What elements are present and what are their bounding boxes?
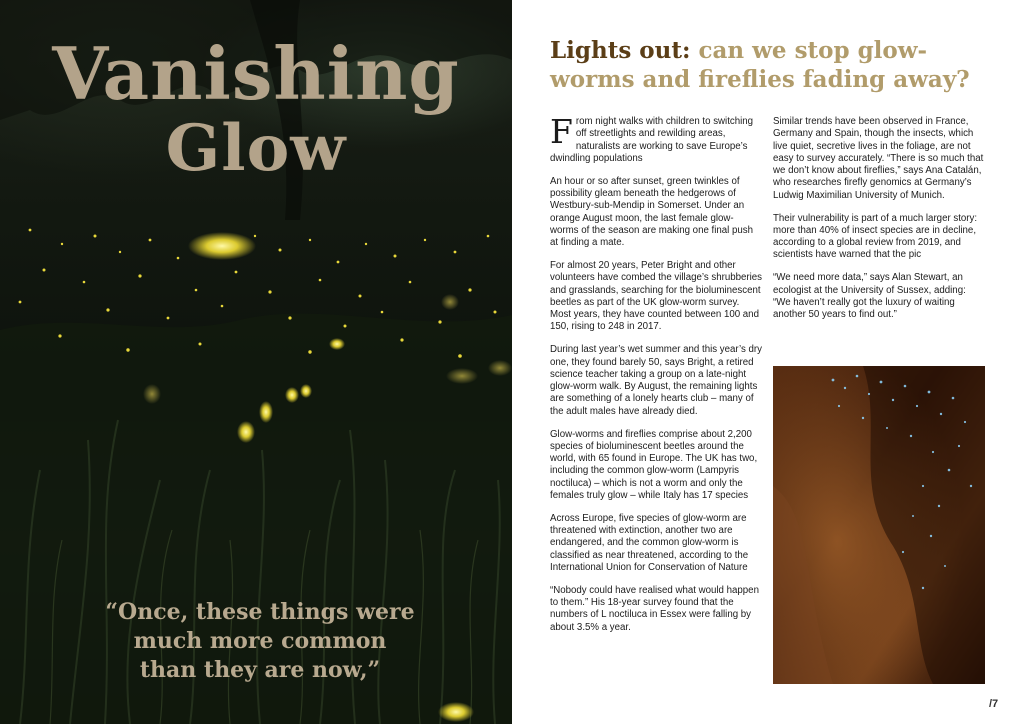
page-number: /7 bbox=[989, 698, 999, 710]
quote-line-2: much more common bbox=[133, 628, 387, 654]
paragraph: Their vulnerability is part of a much larger story: more than 40% of insect species are in decline, according to a global review from 2019, and scientists have warned that the pic bbox=[773, 212, 978, 261]
article-column-2 bbox=[773, 116, 985, 332]
paragraph: “Nobody could have realised what would happen to them.” His 18-year survey found that the numbers of L noctiluca in Essex were falling by about 3.5% a year. bbox=[550, 584, 759, 633]
glow-worm-cave-photo bbox=[773, 366, 985, 684]
quote-line-1: “Once, these things were bbox=[105, 599, 415, 625]
right-page bbox=[512, 0, 1024, 724]
cave-image bbox=[773, 366, 985, 684]
article-intro bbox=[550, 112, 762, 165]
article-column-1 bbox=[550, 112, 762, 644]
paragraph: During last year’s wet summer and this year’s dry one, they found barely 50, says Bright, a retired science teacher taking a group on a late-night glow-worm walk. By August, the remaining lights are something of a lonely hearts club – many of the adult males have already died. bbox=[550, 344, 762, 417]
paragraph: Similar trends have been observed in France, Germany and Spain, though the insects, which live quiet, secretive lives in the foliage, are not easy to survey accurately. “There is so much that we don’t know about fireflies,” says Ana Catalán, who researches firefly genomics at Germany’s Ludwig Maximilian University of Munich. bbox=[773, 116, 984, 201]
headline-accent: Lights out: bbox=[550, 37, 691, 64]
quote-line-3: than they are now,” bbox=[139, 657, 381, 683]
paragraph: Glow-worms and fireflies comprise about 2,200 species of bioluminescent beetles around the world, with 65 found in Europe. The UK has two, including the common glow-worm (Lampyris noctiluca) – which is not a worm and only the females truly glow – while Italy has 17 species bbox=[550, 428, 758, 502]
intro-text: rom night walks with children to switching off streetlights and rewilding areas, naturalists are working to save Europe’s dwindling populations bbox=[550, 116, 754, 164]
paragraph: “We need more data,” says Alan Stewart, an ecologist at the University of Sussex, adding: “We haven’t really got the luxury of waiting another 50 years to find out.” bbox=[773, 272, 966, 321]
title-line-2: Glow bbox=[165, 111, 347, 186]
headline-rest: can we stop glow-worms and fireflies fading away? bbox=[550, 37, 970, 93]
paragraph: An hour or so after sunset, green twinkles of possibility gleam beneath the hedgerows of Westbury-sub-Mendip in Somerset. Under an orange August moon, the last female glow-worms of the season are making one final push at finding a mate. bbox=[550, 175, 754, 249]
article-headline bbox=[550, 36, 990, 94]
drop-cap: F bbox=[550, 112, 573, 151]
paragraph: For almost 20 years, Peter Bright and other volunteers have combed the village’s shrubberies and grasslands, searching for the bioluminescent beetles as part of the UK glow-worm survey. Most years, they have counted between 100 and 150, rising to 248 in 2017. bbox=[550, 259, 762, 333]
pull-quote bbox=[70, 598, 450, 685]
title-line-1: Vanishing bbox=[52, 31, 460, 116]
paragraph: Across Europe, five species of glow-worm are threatened with extinction, another two are endangered, and the common glow-worm is classified as near threatened, according to the International Union for Conservation of Nature bbox=[550, 512, 749, 573]
